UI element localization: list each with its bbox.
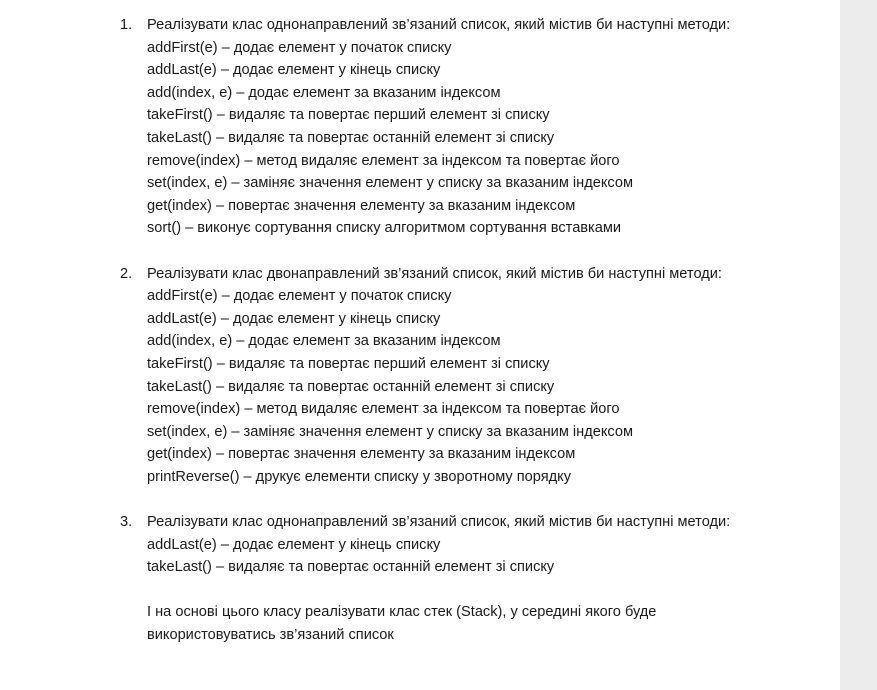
method-line: sort() – виконує сортування списку алгоритмом сортування вставками — [147, 220, 622, 237]
method-line: takeFirst() – видаляє та повертає перший елемент зі списку — [147, 107, 550, 124]
note-line: І на основі цього класу реалізувати клас стек (Stack), у середині якого буде — [147, 604, 657, 621]
task-item-3 — [0, 511, 840, 647]
task-list — [0, 14, 840, 669]
note-line: використовуватись зв’язаний список — [147, 627, 394, 644]
method-line: takeLast() – видаляє та повертає останній елемент зі списку — [147, 559, 555, 576]
task-heading: Реалізувати клас двонаправлений зв’язаний список, який містив би наступні методи: — [147, 265, 722, 282]
method-line: get(index) – повертає значення елементу за вказаним індексом — [147, 446, 576, 463]
task-heading: Реалізувати клас однонаправлений зв’язаний список, який містив би наступні методи: — [147, 17, 731, 33]
method-line: takeLast() – видаляє та повертає останній елемент зі списку — [147, 378, 555, 395]
method-line: set(index, e) – заміняє значення елемент у списку за вказаним індексом — [147, 175, 633, 192]
method-line: get(index) – повертає значення елементу за вказаним індексом — [147, 197, 576, 214]
method-line: addFirst(e) – додає елемент у початок списку — [147, 288, 452, 305]
method-line: remove(index) – метод видаляє елемент за індексом та повертає його — [147, 152, 620, 169]
method-line: addLast(e) – додає елемент у кінець списку — [147, 62, 441, 79]
method-line: add(index, e) – додає елемент за вказаним індексом — [147, 84, 501, 101]
page-gutter — [840, 0, 877, 690]
method-line: remove(index) – метод видаляє елемент за індексом та повертає його — [147, 401, 620, 418]
paragraph-gap — [147, 579, 840, 602]
method-line: addLast(e) – додає елемент у кінець списку — [147, 536, 441, 553]
method-line: addFirst(e) – додає елемент у початок списку — [147, 39, 452, 56]
method-line: printReverse() – друкує елементи списку у зворотному порядку — [147, 468, 572, 485]
method-line: set(index, e) – заміняє значення елемент у списку за вказаним індексом — [147, 423, 633, 440]
method-line: takeFirst() – видаляє та повертає перший елемент зі списку — [147, 355, 550, 372]
task-item-2 — [0, 263, 840, 489]
method-line: add(index, e) – додає елемент за вказаним індексом — [147, 333, 501, 350]
method-line: takeLast() – видаляє та повертає останній елемент зі списку — [147, 129, 555, 146]
method-line: addLast(e) – додає елемент у кінець списку — [147, 310, 441, 327]
task-number: 2. — [120, 265, 133, 282]
task-item-1 — [0, 14, 840, 240]
task-heading: Реалізувати клас однонаправлений зв’язаний список, який містив би наступні методи: — [147, 514, 731, 531]
task-number: 3. — [120, 514, 133, 531]
task-number: 1. — [120, 17, 133, 33]
